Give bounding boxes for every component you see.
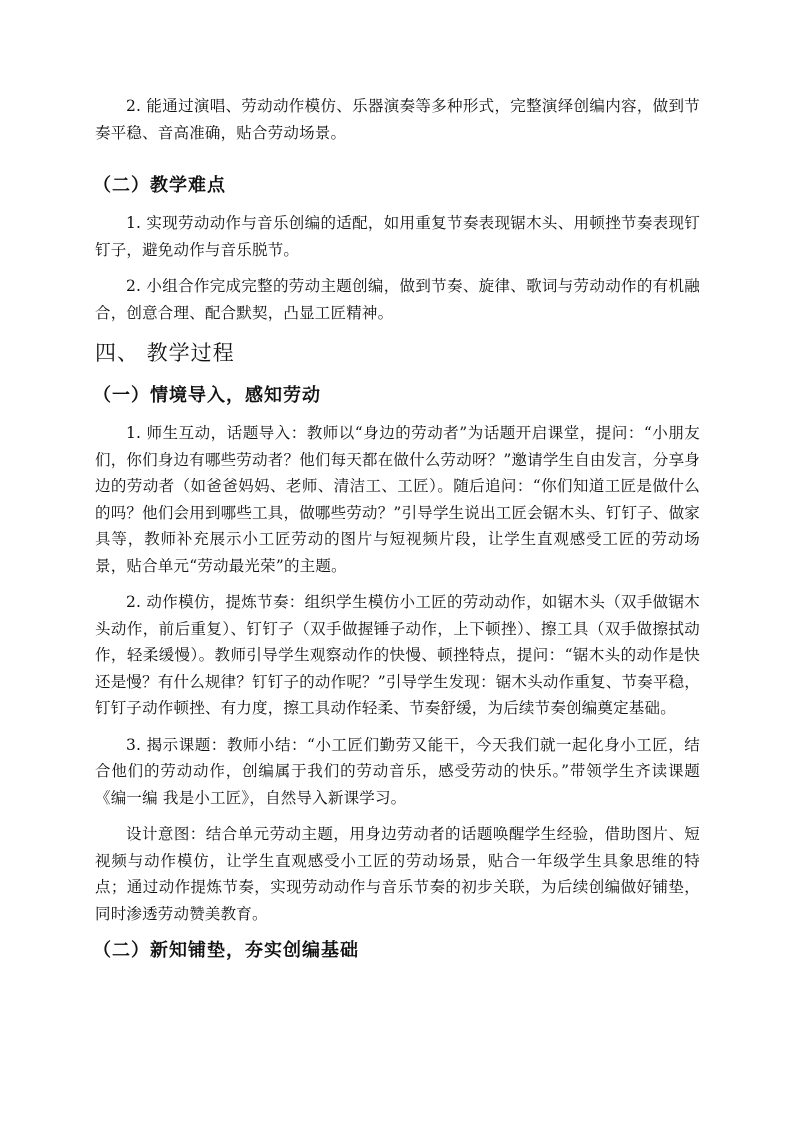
- paragraph-difficulty-2: 2. 小组合作完成完整的劳动主题创编，做到节奏、旋律、歌词与劳动动作的有机融合，创意合理、配合默契，凸显工匠精神。: [95, 277, 700, 322]
- heading-situation-intro: （一）情境导入，感知劳动: [93, 385, 321, 406]
- paragraph-intro-2: 2. 动作模仿，提炼节奏：组织学生模仿小工匠的劳动动作，如锯木头（双手做锯木头动作，前后重复）、钉钉子（双手做握锤子动作，上下顿挫）、擦工具（双手做擦拭动作，轻柔缓慢）。教师引导学生观察动作的快慢、顿挫特点，提问：“锯木头的动作是快还是慢？有什么规律？钉钉子的动作呢？”引导学生发现：锯木头动作重复、节奏平稳，钉钉子动作顿挫、有力度，擦工具动作轻柔、节奏舒缓，为后续节奏创编奠定基础。: [95, 593, 700, 717]
- heading-teaching-difficulty: （二）教学难点: [93, 175, 226, 196]
- heading-teaching-process: 四、 教学过程: [95, 341, 235, 365]
- paragraph-intro-3: 3. 揭示课题：教师小结：“小工匠们勤劳又能干，今天我们就一起化身小工匠，结合他们的劳动动作，创编属于我们的劳动音乐，感受劳动的快乐。”带领学生齐读课题《编一编 我是小工匠》，自然导入新课学习。: [95, 735, 700, 807]
- paragraph-objective-2: 2. 能通过演唱、劳动动作模仿、乐器演奏等多种形式，完整演绎创编内容，做到节奏平稳、音高准确，贴合劳动场景。: [95, 97, 700, 142]
- paragraph-design-intent: 设计意图：结合单元劳动主题，用身边劳动者的话题唤醒学生经验，借助图片、短视频与动作模仿，让学生直观感受小工匠的劳动场景，贴合一年级学生具象思维的特点；通过动作提炼节奏，实现劳动动作与音乐节奏的初步关联，为后续创编做好铺垫，同时渗透劳动赞美教育。: [95, 825, 700, 923]
- paragraph-intro-1: 1. 师生互动，话题导入：教师以“身边的劳动者”为话题开启课堂，提问：“小朋友们，你们身边有哪些劳动者？他们每天都在做什么劳动呀？”邀请学生自由发言，分享身边的劳动者（如爸爸妈妈、老师、清洁工、工匠）。随后追问：“你们知道工匠是做什么的吗？他们会用到哪些工具，做哪些劳动？”引导学生说出工匠会锯木头、钉钉子、做家具等，教师补充展示小工匠劳动的图片与短视频片段，让学生直观感受工匠的劳动场景，贴合单元“劳动最光荣”的主题。: [95, 424, 700, 575]
- document-body: [95, 93, 700, 975]
- paragraph-difficulty-1: 1. 实现劳动动作与音乐创编的适配，如用重复节奏表现锯木头、用顿挫节奏表现钉钉子，避免动作与音乐脱节。: [95, 214, 700, 259]
- heading-new-knowledge: （二）新知铺垫，夯实创编基础: [93, 940, 359, 961]
